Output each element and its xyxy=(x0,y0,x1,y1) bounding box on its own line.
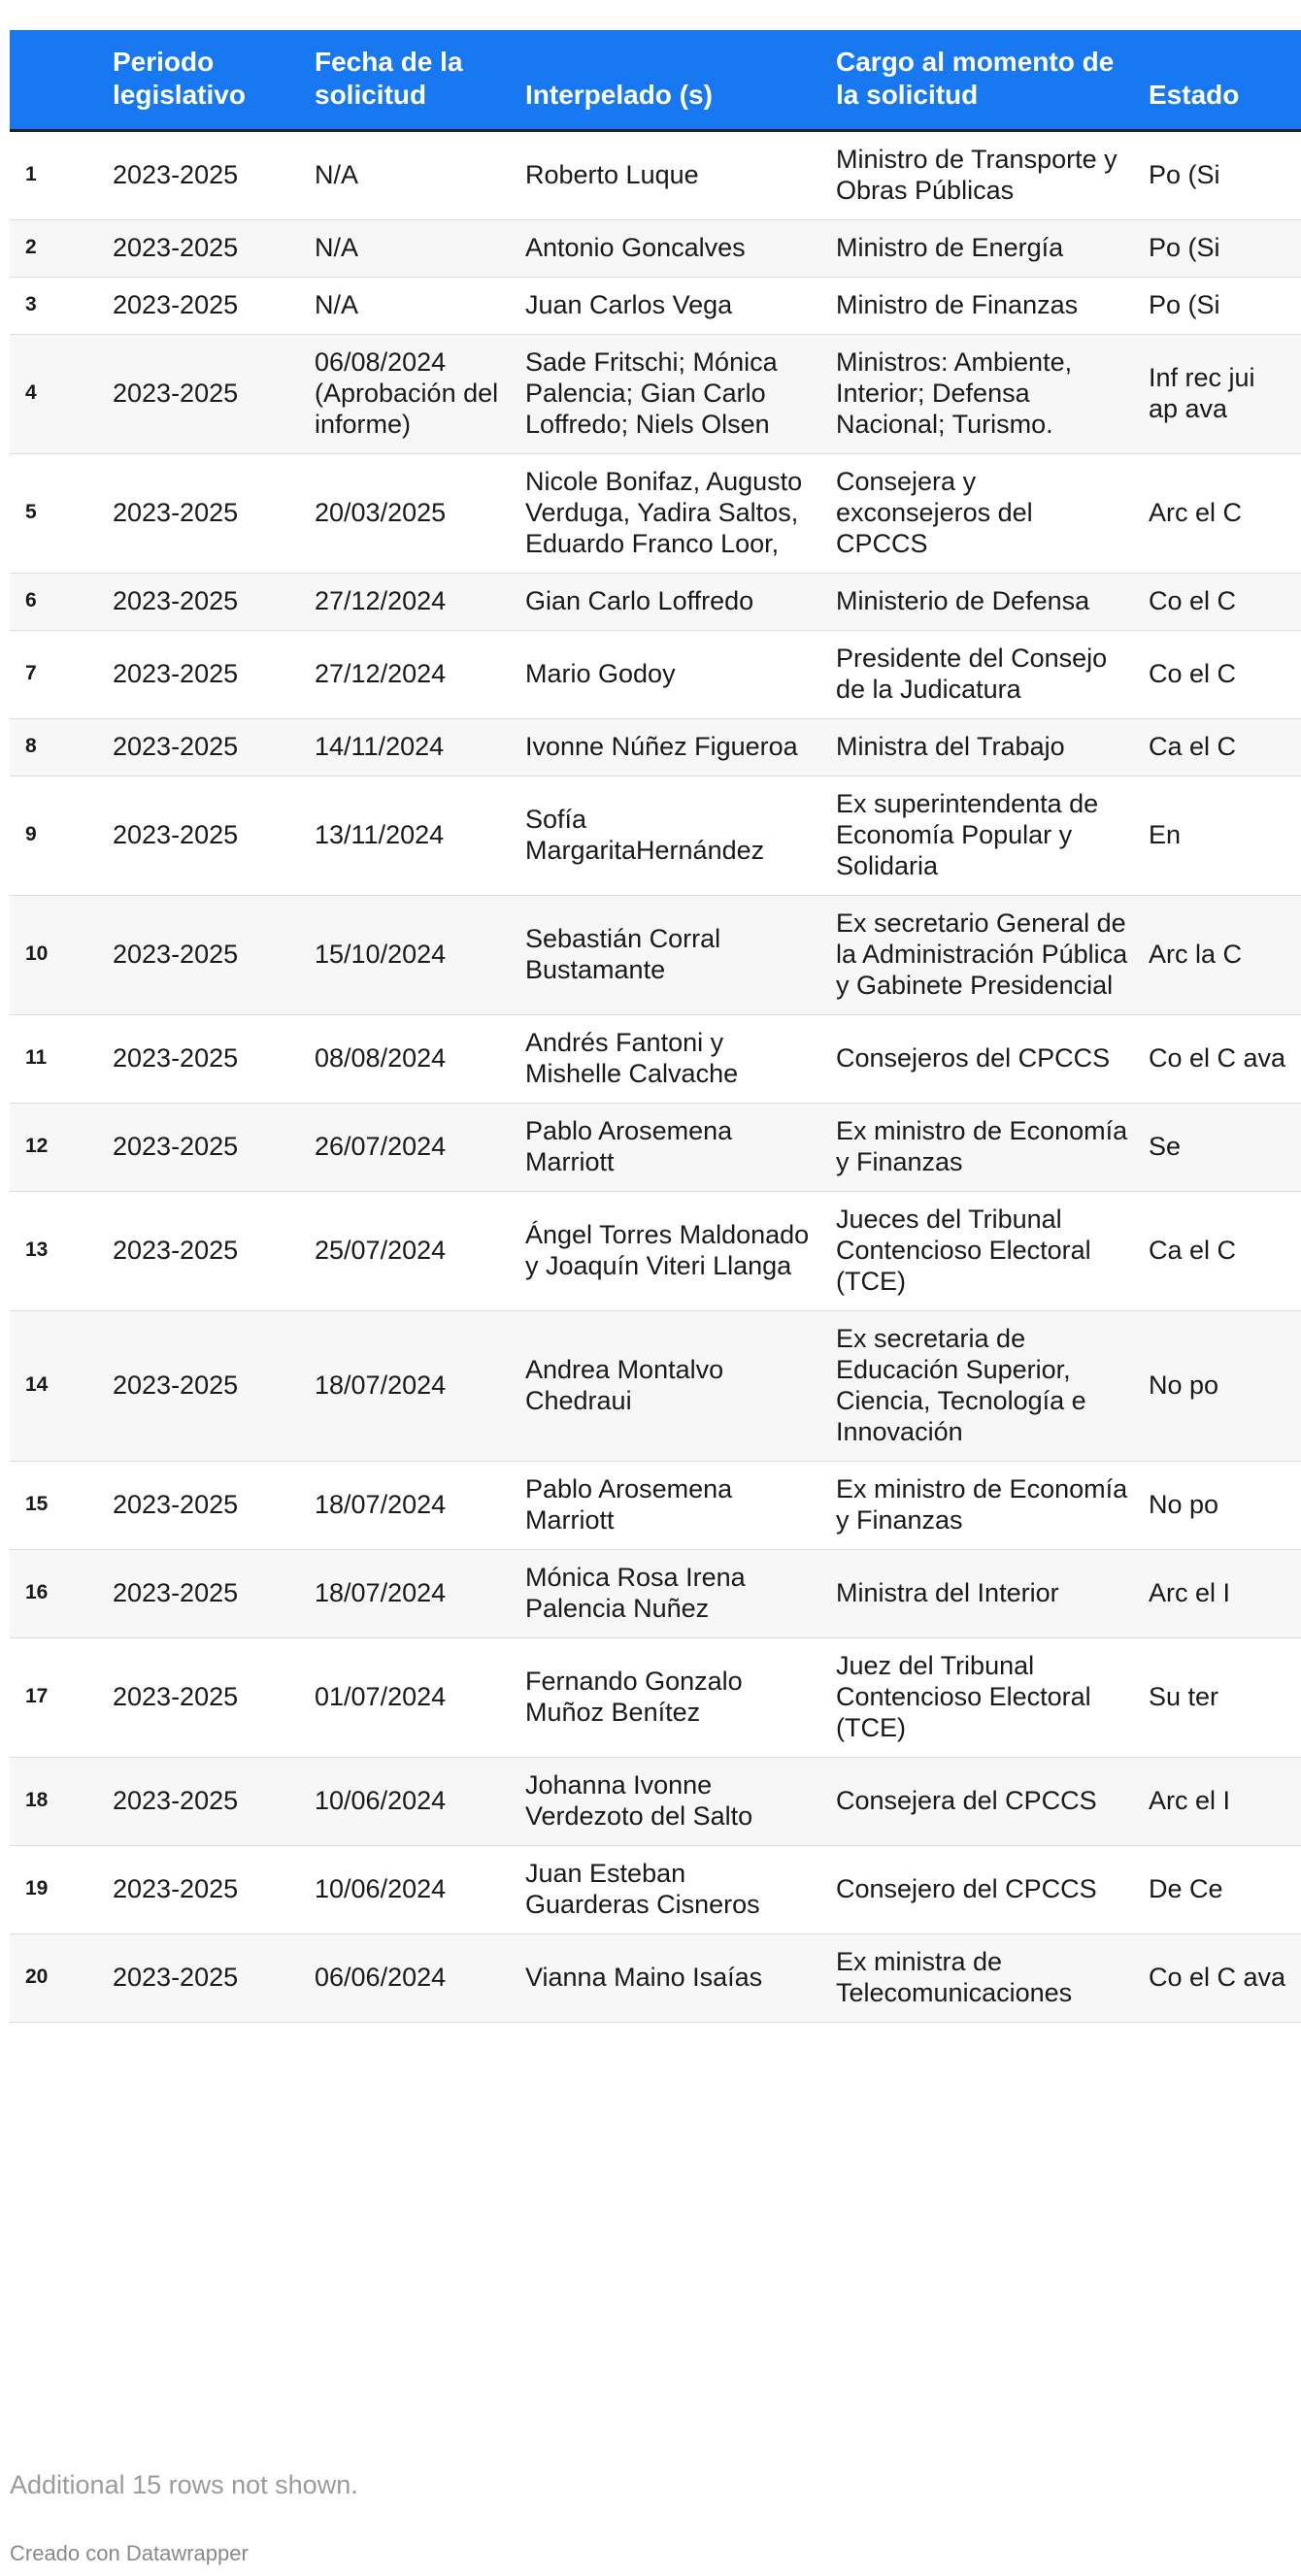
cell-estado: Arc el I xyxy=(1139,1758,1301,1846)
cell-cargo: Ex superintendenta de Economía Popular y Solidaria xyxy=(826,776,1139,896)
cell-estado: Su ter xyxy=(1139,1638,1301,1758)
header-periodo[interactable]: Periodo legislativo xyxy=(103,30,305,131)
cell-periodo: 2023-2025 xyxy=(103,454,305,574)
cell-estado: Co el C ava xyxy=(1139,1015,1301,1104)
table-row xyxy=(10,1758,1301,1846)
cell-interpelado: Sade Fritschi; Mónica Palencia; Gian Carlo Loffredo; Niels Olsen xyxy=(516,335,826,454)
cell-interpelado: Vianna Maino Isaías xyxy=(516,1934,826,2023)
cell-number: 2 xyxy=(10,220,103,278)
cell-number: 12 xyxy=(10,1104,103,1192)
cell-number: 5 xyxy=(10,454,103,574)
cell-fecha: 14/11/2024 xyxy=(305,719,516,776)
cell-cargo: Consejera del CPCCS xyxy=(826,1758,1139,1846)
table-row xyxy=(10,896,1301,1015)
cell-cargo: Ministro de Transporte y Obras Públicas xyxy=(826,131,1139,220)
cell-estado: No po xyxy=(1139,1311,1301,1462)
cell-number: 14 xyxy=(10,1311,103,1462)
table-row xyxy=(10,131,1301,220)
table-row xyxy=(10,574,1301,631)
cell-estado: Co el C xyxy=(1139,574,1301,631)
cell-estado: Po (Si xyxy=(1139,131,1301,220)
cell-number: 18 xyxy=(10,1758,103,1846)
cell-cargo: Presidente del Consejo de la Judicatura xyxy=(826,631,1139,719)
rows-hidden-note: Additional 15 rows not shown. xyxy=(10,2470,358,2499)
cell-fecha: 27/12/2024 xyxy=(305,631,516,719)
cell-estado: Arc el I xyxy=(1139,1550,1301,1638)
cell-fecha: 10/06/2024 xyxy=(305,1846,516,1934)
table-row xyxy=(10,776,1301,896)
table-row xyxy=(10,1846,1301,1934)
cell-cargo: Ex ministro de Economía y Finanzas xyxy=(826,1104,1139,1192)
cell-number: 7 xyxy=(10,631,103,719)
cell-fecha: N/A xyxy=(305,131,516,220)
cell-fecha: N/A xyxy=(305,220,516,278)
cell-cargo: Consejeros del CPCCS xyxy=(826,1015,1139,1104)
cell-interpelado: Fernando Gonzalo Muñoz Benítez xyxy=(516,1638,826,1758)
cell-number: 3 xyxy=(10,278,103,335)
cell-periodo: 2023-2025 xyxy=(103,1192,305,1311)
cell-periodo: 2023-2025 xyxy=(103,1638,305,1758)
cell-interpelado: Sofía MargaritaHernández xyxy=(516,776,826,896)
table-row xyxy=(10,278,1301,335)
cell-number: 11 xyxy=(10,1015,103,1104)
cell-fecha: 20/03/2025 xyxy=(305,454,516,574)
cell-number: 4 xyxy=(10,335,103,454)
header-cargo[interactable]: Cargo al momento de la solicitud xyxy=(826,30,1139,131)
cell-periodo: 2023-2025 xyxy=(103,896,305,1015)
datawrapper-credit[interactable]: Creado con Datawrapper xyxy=(10,2541,249,2565)
cell-periodo: 2023-2025 xyxy=(103,574,305,631)
cell-estado: Arc el C xyxy=(1139,454,1301,574)
cell-interpelado: Nicole Bonifaz, Augusto Verduga, Yadira Saltos, Eduardo Franco Loor, xyxy=(516,454,826,574)
cell-estado: Po (Si xyxy=(1139,220,1301,278)
cell-interpelado: Mónica Rosa Irena Palencia Nuñez xyxy=(516,1550,826,1638)
cell-interpelado: Gian Carlo Loffredo xyxy=(516,574,826,631)
cell-interpelado: Andrea Montalvo Chedraui xyxy=(516,1311,826,1462)
cell-interpelado: Mario Godoy xyxy=(516,631,826,719)
cell-number: 16 xyxy=(10,1550,103,1638)
cell-fecha: 01/07/2024 xyxy=(305,1638,516,1758)
cell-fecha: 18/07/2024 xyxy=(305,1311,516,1462)
cell-cargo: Juez del Tribunal Contencioso Electoral (TCE) xyxy=(826,1638,1139,1758)
cell-estado: Ca el C xyxy=(1139,719,1301,776)
table-row xyxy=(10,1638,1301,1758)
table-row xyxy=(10,1462,1301,1550)
cell-cargo: Ministros: Ambiente, Interior; Defensa Nacional; Turismo. xyxy=(826,335,1139,454)
cell-cargo: Ministro de Finanzas xyxy=(826,278,1139,335)
cell-fecha: 10/06/2024 xyxy=(305,1758,516,1846)
cell-estado: En xyxy=(1139,776,1301,896)
cell-number: 15 xyxy=(10,1462,103,1550)
cell-cargo: Ex ministro de Economía y Finanzas xyxy=(826,1462,1139,1550)
cell-estado: Po (Si xyxy=(1139,278,1301,335)
table-row xyxy=(10,631,1301,719)
cell-number: 10 xyxy=(10,896,103,1015)
cell-periodo: 2023-2025 xyxy=(103,631,305,719)
cell-fecha: 13/11/2024 xyxy=(305,776,516,896)
cell-fecha: N/A xyxy=(305,278,516,335)
cell-interpelado: Pablo Arosemena Marriott xyxy=(516,1462,826,1550)
header-fecha[interactable]: Fecha de la solicitud xyxy=(305,30,516,131)
cell-cargo: Ex secretaria de Educación Superior, Ciencia, Tecnología e Innovación xyxy=(826,1311,1139,1462)
cell-cargo: Consejero del CPCCS xyxy=(826,1846,1139,1934)
table-body xyxy=(10,131,1301,2023)
cell-interpelado: Andrés Fantoni y Mishelle Calvache xyxy=(516,1015,826,1104)
cell-cargo: Ex secretario General de la Administración Pública y Gabinete Presidencial xyxy=(826,896,1139,1015)
cell-interpelado: Juan Esteban Guarderas Cisneros xyxy=(516,1846,826,1934)
cell-number: 1 xyxy=(10,131,103,220)
cell-interpelado: Johanna Ivonne Verdezoto del Salto xyxy=(516,1758,826,1846)
cell-periodo: 2023-2025 xyxy=(103,1104,305,1192)
cell-interpelado: Sebastián Corral Bustamante xyxy=(516,896,826,1015)
cell-periodo: 2023-2025 xyxy=(103,278,305,335)
cell-estado: Se xyxy=(1139,1104,1301,1192)
cell-fecha: 06/08/2024 (Aprobación del informe) xyxy=(305,335,516,454)
cell-estado: De Ce xyxy=(1139,1846,1301,1934)
cell-estado: Inf rec jui ap ava xyxy=(1139,335,1301,454)
table-row xyxy=(10,454,1301,574)
cell-estado: No po xyxy=(1139,1462,1301,1550)
header-interpelado[interactable]: Interpelado (s) xyxy=(516,30,826,131)
table-row xyxy=(10,1104,1301,1192)
cell-fecha: 06/06/2024 xyxy=(305,1934,516,2023)
cell-number: 13 xyxy=(10,1192,103,1311)
cell-estado: Co el C ava xyxy=(1139,1934,1301,2023)
cell-fecha: 27/12/2024 xyxy=(305,574,516,631)
cell-estado: Arc la C xyxy=(1139,896,1301,1015)
cell-estado: Ca el C xyxy=(1139,1192,1301,1311)
cell-fecha: 08/08/2024 xyxy=(305,1015,516,1104)
cell-cargo: Ministra del Interior xyxy=(826,1550,1139,1638)
table-row xyxy=(10,719,1301,776)
cell-fecha: 18/07/2024 xyxy=(305,1462,516,1550)
cell-number: 20 xyxy=(10,1934,103,2023)
table-viewport[interactable] xyxy=(10,30,1286,2023)
table-row xyxy=(10,220,1301,278)
cell-cargo: Ex ministra de Telecomunicaciones xyxy=(826,1934,1139,2023)
cell-periodo: 2023-2025 xyxy=(103,131,305,220)
cell-fecha: 18/07/2024 xyxy=(305,1550,516,1638)
table-row xyxy=(10,1311,1301,1462)
cell-periodo: 2023-2025 xyxy=(103,1934,305,2023)
cell-periodo: 2023-2025 xyxy=(103,335,305,454)
cell-cargo: Ministro de Energía xyxy=(826,220,1139,278)
cell-periodo: 2023-2025 xyxy=(103,1758,305,1846)
cell-estado: Co el C xyxy=(1139,631,1301,719)
cell-periodo: 2023-2025 xyxy=(103,1846,305,1934)
cell-cargo: Consejera y exconsejeros del CPCCS xyxy=(826,454,1139,574)
cell-number: 6 xyxy=(10,574,103,631)
cell-periodo: 2023-2025 xyxy=(103,1462,305,1550)
cell-number: 8 xyxy=(10,719,103,776)
table-row xyxy=(10,1550,1301,1638)
table-row xyxy=(10,335,1301,454)
cell-fecha: 15/10/2024 xyxy=(305,896,516,1015)
cell-periodo: 2023-2025 xyxy=(103,1550,305,1638)
cell-fecha: 25/07/2024 xyxy=(305,1192,516,1311)
table-row xyxy=(10,1015,1301,1104)
cell-number: 17 xyxy=(10,1638,103,1758)
table-row xyxy=(10,1192,1301,1311)
cell-periodo: 2023-2025 xyxy=(103,220,305,278)
cell-periodo: 2023-2025 xyxy=(103,776,305,896)
cell-cargo: Ministra del Trabajo xyxy=(826,719,1139,776)
table-header xyxy=(10,30,1301,131)
table-row xyxy=(10,1934,1301,2023)
cell-periodo: 2023-2025 xyxy=(103,1311,305,1462)
interpelaciones-table xyxy=(10,30,1301,2023)
header-number[interactable] xyxy=(10,30,103,131)
cell-periodo: 2023-2025 xyxy=(103,719,305,776)
cell-number: 9 xyxy=(10,776,103,896)
cell-cargo: Jueces del Tribunal Contencioso Electoral (TCE) xyxy=(826,1192,1139,1311)
cell-number: 19 xyxy=(10,1846,103,1934)
cell-interpelado: Roberto Luque xyxy=(516,131,826,220)
cell-interpelado: Juan Carlos Vega xyxy=(516,278,826,335)
header-estado[interactable]: Estado xyxy=(1139,30,1301,131)
cell-interpelado: Ángel Torres Maldonado y Joaquín Viteri Llanga xyxy=(516,1192,826,1311)
cell-periodo: 2023-2025 xyxy=(103,1015,305,1104)
cell-cargo: Ministerio de Defensa xyxy=(826,574,1139,631)
cell-fecha: 26/07/2024 xyxy=(305,1104,516,1192)
cell-interpelado: Ivonne Núñez Figueroa xyxy=(516,719,826,776)
header-row xyxy=(10,30,1301,131)
cell-interpelado: Pablo Arosemena Marriott xyxy=(516,1104,826,1192)
cell-interpelado: Antonio Goncalves xyxy=(516,220,826,278)
